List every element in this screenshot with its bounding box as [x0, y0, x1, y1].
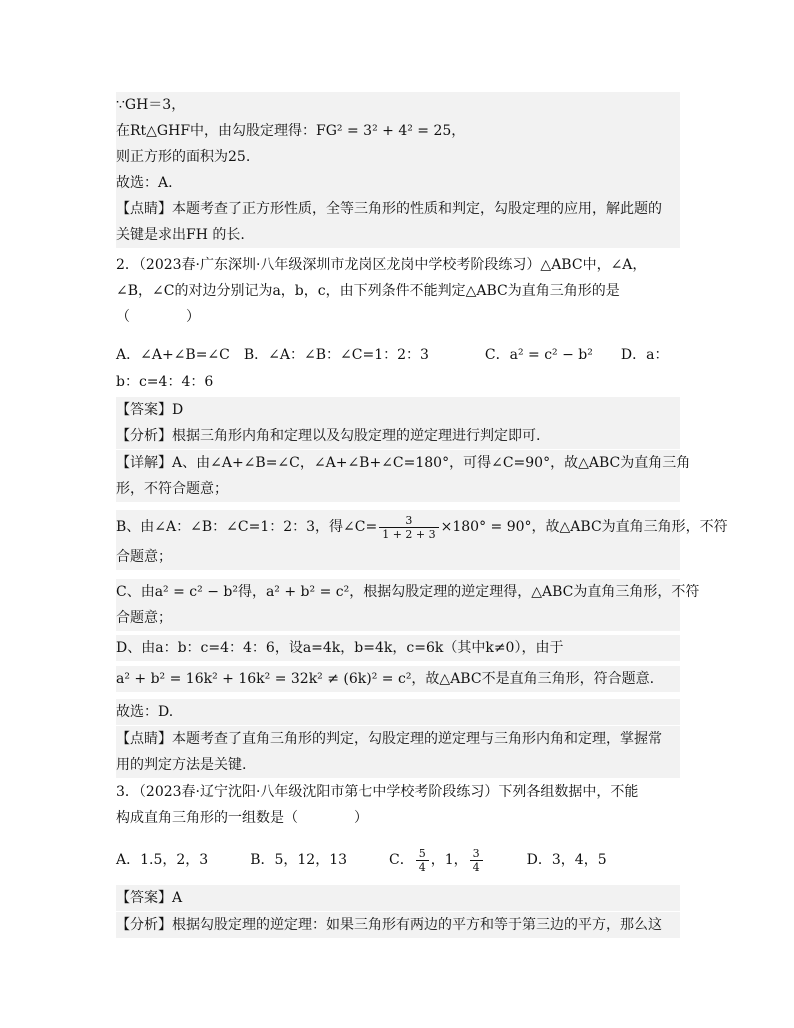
detail-2-a-end: 形，不符合题意； — [116, 476, 680, 502]
choice-d: 故选：D. — [116, 699, 680, 725]
detail-2-d: D、由a：b：c=4：4：6，设a=4k，b=4k，c=6k（其中k≠0），由于 — [116, 635, 680, 661]
text-line-comment-1: 【点睛】本题考查了正方形性质，全等三角形的性质和判定，勾股定理的应用，解此题的 — [116, 196, 680, 222]
detail-2-c-cont: 合题意； — [116, 605, 680, 631]
comment-2-end: 用的判定方法是关键. — [116, 752, 680, 778]
detail-2-c: C、由a² = c² − b²得，a² + b² = c²，根据勾股定理的逆定理得，△ABC为直角三角形，不符 — [116, 579, 680, 605]
fraction-3-over-6: $\frac{3}{1 + 2 + 3}$ — [379, 514, 438, 541]
detail-2-b-end: ×180° = 90°，故△ABC为直角三角形，不符 — [440, 519, 728, 535]
analysis-2: 【分析】根据三角形内角和定理以及勾股定理的逆定理进行判定即可. — [116, 423, 680, 449]
fraction-3-over-4: $\frac{3}{4}$ — [470, 847, 483, 874]
detail-2-a: 【详解】A、由∠A+∠B=∠C，∠A+∠B+∠C=180°，可得∠C=90°，故△ABC为直角三角 — [116, 450, 680, 476]
comment-2: 【点睛】本题考查了直角三角形的判定，勾股定理的逆定理与三角形内角和定理，掌握常 — [116, 726, 680, 752]
question-2-title: 2．（2023春·广东深圳·八年级深圳市龙岗区龙岗中学校考阶段练习）△ABC中，∠A， — [116, 257, 647, 273]
fraction-5-over-4: $\frac{5}{4}$ — [416, 847, 429, 874]
text-line-comment-1-end: 关键是求出FH 的长. — [116, 222, 680, 248]
question-3-title: 3．（2023春·辽宁沈阳·八年级沈阳市第七中学校考阶段练习）下列各组数据中，不能 — [116, 784, 639, 800]
detail-2-b-start: B、由∠A：∠B：∠C=1：2：3，得∠C= — [116, 519, 378, 535]
detail-2-b-cont: 合题意； — [116, 544, 680, 570]
question-2-paren: （ ） — [116, 309, 200, 325]
answer-3: 【答案】A — [116, 885, 680, 911]
analysis-3: 【分析】根据勾股定理的逆定理：如果三角形有两边的平方和等于第三边的平方，那么这 — [116, 912, 680, 938]
question-2-options: A．∠A+∠B=∠C B．∠A：∠B：∠C=1：2：3 C．a² = c² − b² D．a： — [116, 347, 669, 363]
detail-2-d-formula: a² + b² = 16k² + 16k² = 32k² ≠ (6k)² = c²，故△ABC不是直角三角形，符合题意. — [116, 666, 680, 692]
question-3-text: 构成直角三角形的一组数是（ ） — [116, 810, 368, 826]
detail-2-b — [116, 510, 728, 544]
text-line-pythagoras-fg: 在Rt△GHF中，由勾股定理得：FG² = 3² + 4² = 25， — [116, 118, 680, 144]
question-3-options: A．1.5，2，3 B．5，12，13 C． $\frac{5}{4}$ ，1， $\frac{3}{4}$ D．3，4，5 — [116, 846, 607, 874]
question-2-option-d: b：c=4：4：6 — [116, 374, 214, 390]
question-2-text: ∠B，∠C的对边分别记为a，b，c，由下列条件不能判定△ABC为直角三角形的是 — [116, 283, 620, 299]
text-line-gh: ∵GH＝3， — [116, 92, 680, 118]
text-line-choice-a: 故选：A. — [116, 170, 680, 196]
text-line-square-area: 则正方形的面积为25. — [116, 144, 680, 170]
answer-2: 【答案】D — [116, 397, 680, 423]
